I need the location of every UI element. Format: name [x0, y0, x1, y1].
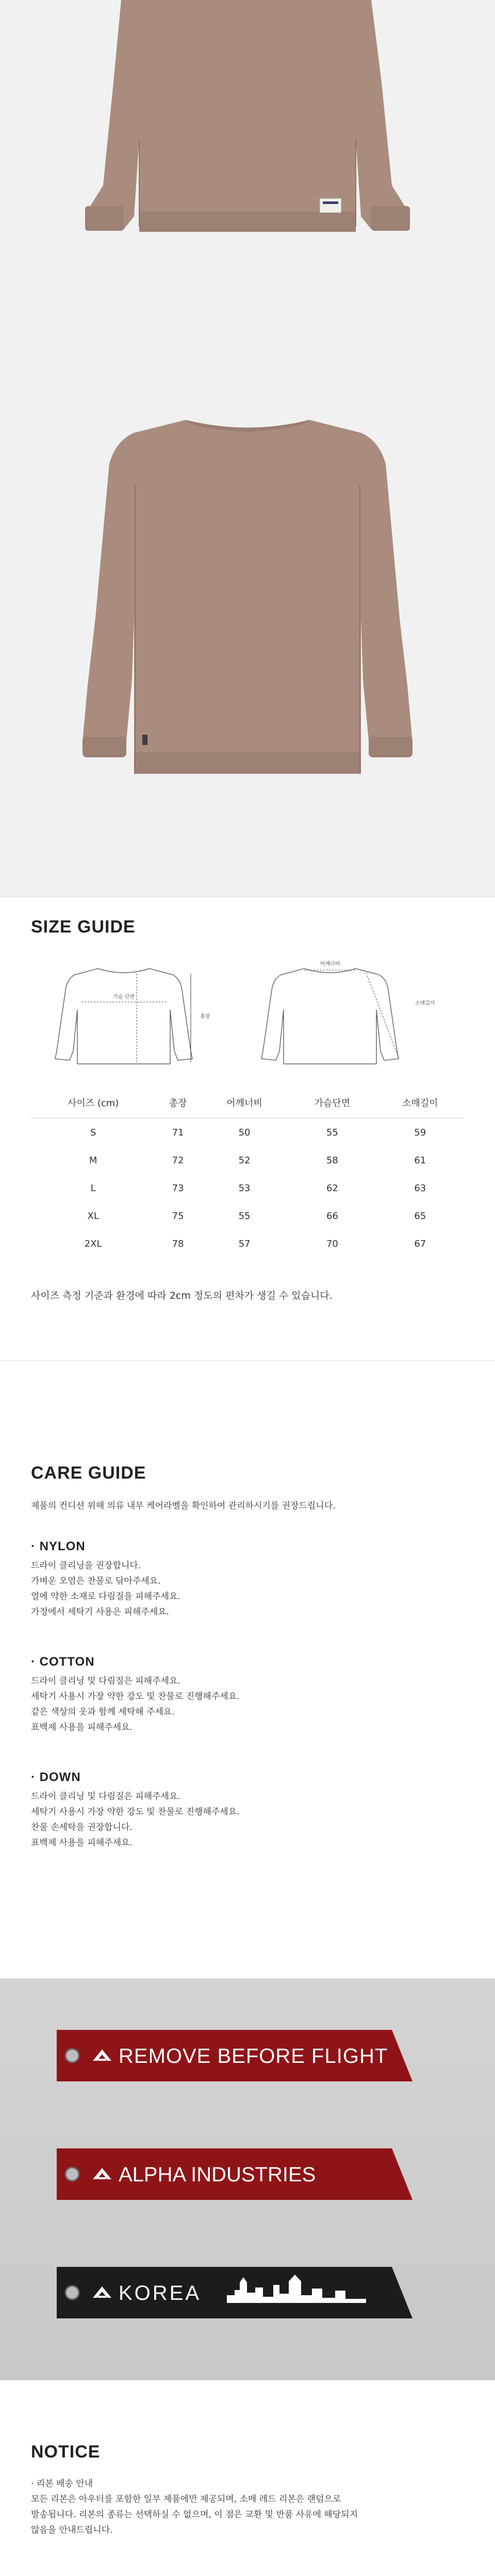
table-cell: 59	[414, 1127, 426, 1138]
care-guide-section	[0, 1360, 495, 1978]
ribbon-tag-korea	[57, 2267, 412, 2318]
diagram-chest-label: 가슴 단면	[113, 994, 135, 1000]
table-row	[31, 1146, 464, 1174]
ribbon-tag-text: KOREA	[119, 2282, 202, 2304]
size-table	[31, 1087, 464, 1258]
care-group-title: · COTTON	[31, 1655, 95, 1669]
care-group-nylon	[31, 1539, 180, 1620]
table-cell: 66	[326, 1210, 338, 1222]
table-cell: 72	[172, 1155, 184, 1166]
table-cell: 52	[238, 1155, 251, 1166]
ribbon-tag-text: REMOVE BEFORE FLIGHT	[119, 2045, 388, 2067]
care-line: 가벼운 오염은 찬물로 닦아주세요.	[31, 1576, 161, 1586]
table-cell: M	[89, 1155, 97, 1166]
care-line: 세탁기 사용시 가장 약한 강도 및 찬물로 진행해주세요.	[31, 1691, 240, 1702]
table-cell: 50	[238, 1127, 251, 1138]
size-col-header: 가슴단면	[288, 1087, 376, 1118]
care-group-cotton	[31, 1655, 240, 1735]
table-cell: 57	[238, 1238, 251, 1249]
care-intro: 제품의 컨디션 위해 의류 내부 케어라벨을 확인하여 관리하시기를 권장드립니다.	[31, 1501, 336, 1511]
table-cell: 62	[326, 1182, 338, 1194]
notice-body	[31, 2476, 358, 2538]
table-cell: 75	[172, 1210, 184, 1222]
table-cell: 63	[414, 1182, 426, 1194]
notice-line: 발송됩니다. 리본의 종류는 선택하실 수 없으며, 이 점은 교환 및 반품 사유에 해당되지	[31, 2510, 358, 2520]
care-group-title: · DOWN	[31, 1770, 81, 1784]
size-diagram	[36, 953, 459, 1072]
care-line: 열에 약한 소재로 다림질을 피해주세요.	[31, 1591, 180, 1602]
ribbon-tag-remove-before-flight	[57, 2030, 412, 2081]
ribbon-tag-alpha-industries	[57, 2148, 412, 2200]
table-cell: 71	[172, 1127, 184, 1138]
table-row	[31, 1202, 464, 1230]
care-line: 드라이 클리닝을 권장합니다.	[31, 1561, 141, 1571]
care-group-title: · NYLON	[31, 1539, 86, 1553]
product-photo-1	[0, 0, 495, 330]
ribbon-tags-section	[0, 1978, 495, 2380]
table-cell: 55	[326, 1127, 338, 1138]
table-row	[31, 1118, 464, 1147]
table-cell: 73	[172, 1182, 184, 1194]
size-guide-title: SIZE GUIDE	[31, 917, 136, 937]
notice-section	[0, 2380, 495, 2576]
care-line: 같은 색상의 옷과 함께 세탁해 주세요.	[31, 1707, 175, 1717]
size-guide-section	[0, 896, 495, 1360]
table-cell: S	[90, 1127, 96, 1138]
notice-title: NOTICE	[31, 2442, 101, 2462]
notice-line: · 리본 배송 안내	[31, 2479, 93, 2489]
table-cell: 53	[238, 1182, 251, 1194]
product-photo-2	[0, 330, 495, 896]
table-cell: 65	[414, 1210, 426, 1222]
table-row	[31, 1230, 464, 1258]
table-cell: 61	[414, 1155, 426, 1166]
care-line: 드라이 클리닝 및 다림질은 피해주세요.	[31, 1676, 180, 1686]
table-cell: 70	[326, 1238, 338, 1249]
size-table-header	[31, 1087, 464, 1118]
care-line: 가정에서 세탁기 사용은 피해주세요.	[31, 1607, 169, 1617]
table-cell: 58	[326, 1155, 338, 1166]
care-guide-title: CARE GUIDE	[31, 1463, 146, 1483]
table-cell: 67	[414, 1238, 426, 1249]
diagram-sleeve-label: 소매길이	[415, 1001, 435, 1006]
table-cell: 55	[238, 1210, 251, 1222]
table-cell: 78	[172, 1238, 184, 1249]
care-line: 드라이 클리닝 및 다림질은 피해주세요.	[31, 1791, 180, 1802]
table-row	[31, 1174, 464, 1202]
notice-line: 모든 리본은 아우터를 포함한 일부 제품에만 제공되며, 소매 레드 리본은 랜덤으로	[31, 2494, 341, 2504]
care-line: 찬물 손세탁을 권장합니다.	[31, 1822, 133, 1833]
size-col-header: 총장	[155, 1087, 201, 1118]
size-col-header: 사이즈 (cm)	[31, 1087, 155, 1118]
diagram-shoulder-label: 어깨너비	[320, 961, 340, 967]
size-note: 사이즈 측정 기준과 환경에 따라 2cm 정도의 편차가 생길 수 있습니다.	[31, 1290, 333, 1301]
care-line: 표백제 사용을 피해주세요.	[31, 1722, 133, 1733]
care-line: 표백제 사용을 피해주세요.	[31, 1838, 133, 1848]
table-cell: 2XL	[84, 1238, 102, 1249]
care-line: 세탁기 사용시 가장 약한 강도 및 찬물로 진행해주세요.	[31, 1807, 240, 1817]
ribbon-tag-text: ALPHA INDUSTRIES	[119, 2163, 316, 2186]
size-col-header: 어깨너비	[201, 1087, 288, 1118]
size-col-header: 소매길이	[376, 1087, 464, 1118]
table-cell: XL	[87, 1210, 99, 1222]
care-group-down	[31, 1770, 240, 1851]
notice-line: 않음을 안내드립니다.	[31, 2525, 113, 2535]
table-cell: L	[90, 1182, 96, 1194]
diagram-length-label: 총장	[200, 1014, 210, 1020]
